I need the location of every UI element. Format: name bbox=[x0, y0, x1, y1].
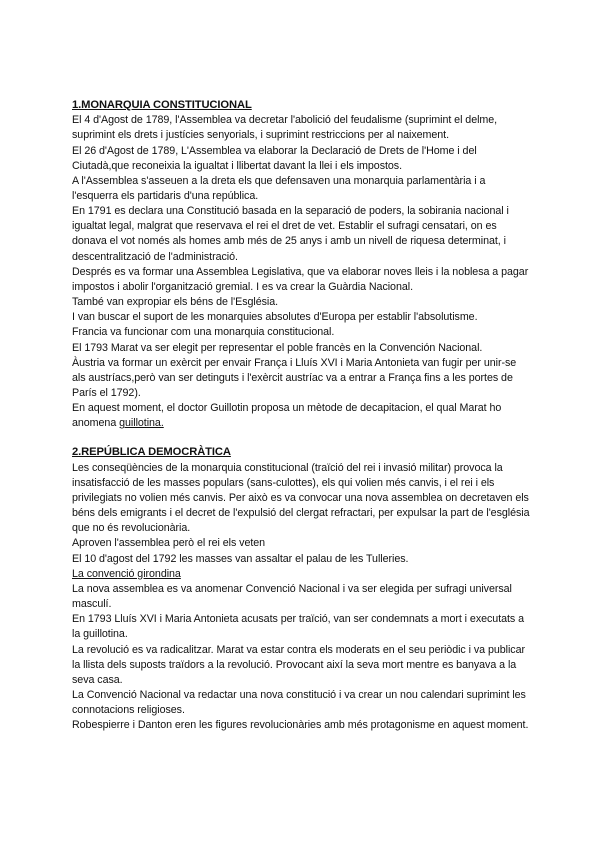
paragraph: El 4 d'Agost de 1789, l'Assemblea va decretar l'abolició del feudalisme (suprimint el delme, suprimint els drets i justícies senyorials, i suprimint restriccions per al naixement. bbox=[72, 114, 498, 142]
section-heading: 2.REPÚBLICA DEMOCRÀTICA bbox=[72, 446, 231, 459]
section-monarquia-constitucional bbox=[72, 98, 532, 431]
paragraph: Després es va formar una Assemblea Legislativa, que va elaborar noves lleis i la noblesa a pagar impostos i abolir l'organització gremial. I es va crear la Guàrdia Nacional. bbox=[72, 265, 529, 293]
subheading-convencio-girondina: La convenció girondina bbox=[72, 567, 181, 580]
paragraph: Aproven l'assemblea però el rei els veten bbox=[72, 537, 266, 550]
paragraph: Robespierre i Danton eren les figures revolucionàries amb més protagonisme en aquest moment. bbox=[72, 719, 529, 732]
paragraph: En 1791 es declara una Constitució basada en la separació de poders, la sobirania nacional i igualtat legal, malgrat que reservava el rei el dret de vet. Establir el sufragi censatari, on es donava el vot només als homes amb més de 25 anys i amb un nivell de riquesa determinat, i descentralització de l'administració. bbox=[72, 205, 509, 263]
paragraph: I van buscar el suport de les monarquies absolutes d'Europa per establir l'absolutisme. bbox=[72, 311, 478, 324]
paragraph: Àustria va formar un exèrcit per envair França i Lluís XVI i Maria Antonieta van fugir per unir-se als austríacs,però van ser detinguts i l'exèrcit austríac va a entrar a França fins a les portes de París el 1792). bbox=[72, 356, 517, 400]
paragraph: Francia va funcionar com una monarquia constitucional. bbox=[72, 326, 335, 339]
document-page bbox=[72, 98, 532, 734]
paragraph: En 1793 Lluís XVI i Maria Antonieta acusats per traïció, van ser condemnats a mort i executats a la guillotina. bbox=[72, 613, 525, 641]
paragraph: El 10 d'agost del 1792 les masses van assaltar el palau de les Tulleries. bbox=[72, 552, 409, 565]
closing-text: En aquest moment, el doctor Guillotin proposa un mètode de decapitacion, el qual Marat ho anomena bbox=[72, 402, 502, 430]
section-republica-democratica bbox=[72, 445, 532, 733]
paragraph: Les conseqüències de la monarquia constitucional (traïció del rei i invasió militar) provoca la insatisfacció de les masses populars (sans-culottes), els qui volien més canvis, i el rei i els privilegiats no volien més canvis. Per això es va convocar una nova assemblea on decretaven els béns dels emigrants i el decret de l'expulsió del clergat refractari, per expulsar la part de l'església que no és revolucionària. bbox=[72, 461, 530, 535]
paragraph: El 26 d'Agost de 1789, L'Assemblea va elaborar la Declaració de Drets de l'Home i del Ciutadà,que reconeixia la igualtat i llibertat davant la llei i els impostos. bbox=[72, 144, 477, 172]
paragraph: A l'Assemblea s'asseuen a la dreta els que defensaven una monarquia parlamentària i a l'esquerra els partidaris d'una república. bbox=[72, 174, 486, 202]
section-heading: 1.MONARQUIA CONSTITUCIONAL bbox=[72, 99, 252, 111]
paragraph: També van expropiar els béns de l'Església. bbox=[72, 296, 279, 309]
paragraph: La revolució es va radicalitzar. Marat va estar contra els moderats en el seu periòdic i va publicar la llista dels suposts traïdors a la revolució. Provocant així la seva mort mentre es banyava a la seva casa. bbox=[72, 643, 526, 686]
paragraph: La Convenció Nacional va redactar una nova constitució i va crear un nou calendari suprimint les connotacions religioses. bbox=[72, 689, 526, 717]
paragraph: La nova assemblea es va anomenar Convenció Nacional i va ser elegida per sufragi universal masculí. bbox=[72, 582, 512, 611]
closing-paragraph bbox=[72, 401, 532, 431]
guillotina-term: guillotina. bbox=[119, 417, 164, 430]
paragraph: El 1793 Marat va ser elegit per representar el poble francès en la Convención Nacional. bbox=[72, 341, 483, 354]
